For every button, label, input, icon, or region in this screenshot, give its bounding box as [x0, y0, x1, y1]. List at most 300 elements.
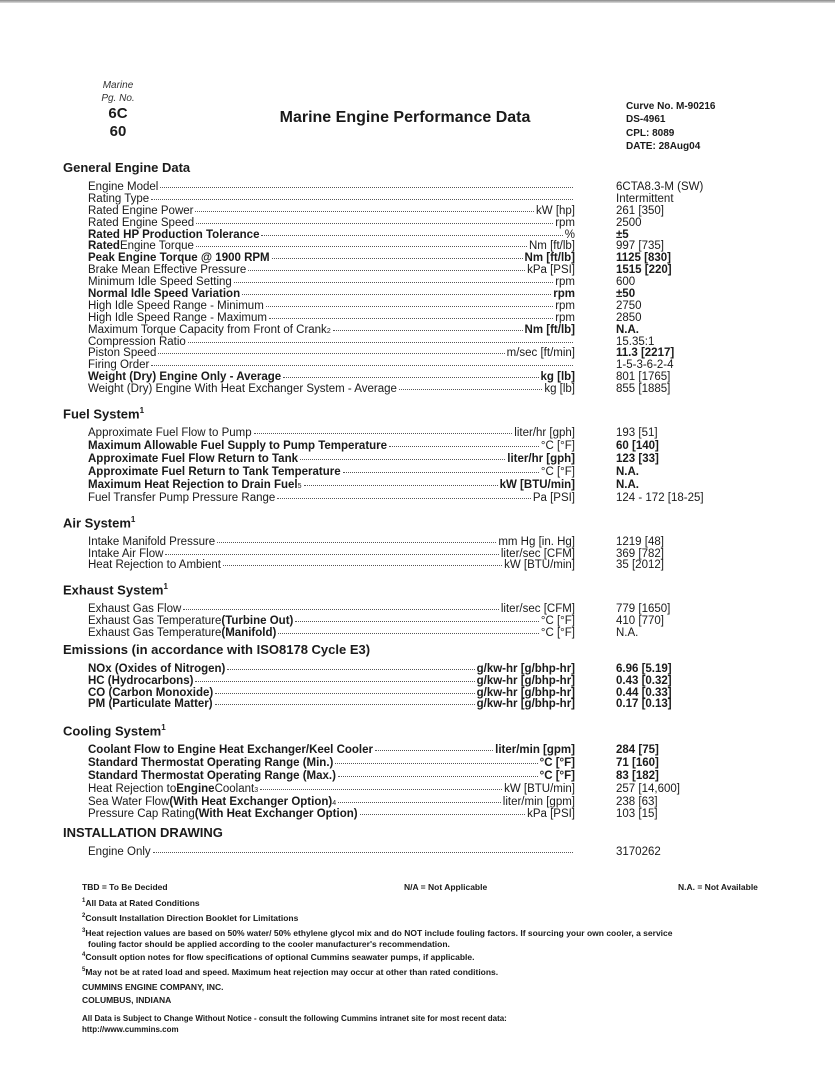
row-value: 410 [770]	[616, 615, 664, 628]
label-text: Rated	[88, 240, 120, 253]
data-row	[63, 783, 763, 796]
data-row	[63, 687, 763, 699]
label-text: Approximate Fuel Return to Tank Temperature	[88, 466, 341, 479]
section-heading	[63, 160, 763, 176]
ds-number: DS-4961	[626, 114, 666, 126]
row-unit: kW [hp]	[536, 204, 575, 217]
row-value: 103 [15]	[616, 808, 658, 821]
footnote-number: 5	[82, 967, 86, 974]
page-title: Marine Engine Performance Data	[279, 109, 531, 126]
label-text: Peak Engine Torque @ 1900 RPM	[88, 252, 270, 265]
row-label	[88, 603, 575, 615]
company-city: COLUMBUS, INDIANA	[82, 995, 172, 1005]
row-label	[88, 181, 575, 193]
data-row	[63, 205, 763, 217]
data-rows	[63, 536, 763, 571]
data-rows	[63, 603, 763, 639]
label-text: Normal Idle Speed Variation	[88, 288, 241, 301]
row-value: 257 [14,600]	[616, 782, 680, 795]
dot-leader	[223, 565, 502, 566]
website-link[interactable]: http://www.cummins.com	[82, 1025, 179, 1034]
row-label	[88, 808, 575, 820]
data-row	[63, 427, 763, 440]
data-rows	[63, 846, 763, 858]
footnote	[82, 895, 742, 910]
data-row	[63, 675, 763, 687]
dot-leader	[254, 433, 513, 434]
row-label	[88, 288, 575, 300]
row-unit: kW [BTU/min]	[504, 782, 575, 795]
dot-leader	[215, 693, 474, 694]
label-text: Heat Rejection to	[88, 782, 177, 795]
section-emissions	[63, 642, 763, 710]
footnote	[82, 925, 742, 950]
data-row	[63, 615, 763, 627]
row-label	[88, 427, 575, 439]
data-row	[63, 193, 763, 205]
dot-leader	[215, 704, 475, 705]
section-heading	[63, 403, 763, 422]
dot-leader	[300, 459, 505, 460]
dot-leader	[295, 621, 539, 622]
section-heading	[63, 579, 763, 598]
row-label	[88, 347, 575, 359]
na-available-note: N.A. = Not Available	[678, 882, 758, 892]
data-row	[63, 440, 763, 453]
na-applicable-note: N/A = Not Applicable	[404, 882, 488, 892]
data-row	[63, 276, 763, 288]
dot-leader	[335, 763, 537, 764]
row-unit: kPa [PSI]	[527, 264, 575, 277]
row-unit: liter/min [gpm]	[502, 795, 575, 808]
row-label	[88, 371, 575, 383]
label-text: (Turbine Out)	[221, 615, 294, 628]
curve-info	[626, 100, 715, 153]
row-unit: °C [°F]	[540, 440, 575, 453]
row-label	[88, 846, 575, 858]
row-value: 0.44 [0.33]	[616, 686, 672, 699]
row-unit: liter/hr [gph]	[507, 453, 575, 466]
row-unit: Nm [ft/lb]	[524, 323, 575, 336]
data-row	[63, 698, 763, 710]
row-label	[88, 675, 575, 687]
footnote-number: 4	[82, 952, 86, 959]
row-label	[88, 300, 575, 312]
section-footnote-ref: 1	[130, 515, 136, 524]
row-value: 193 [51]	[616, 427, 658, 440]
data-row	[63, 536, 763, 548]
row-label	[88, 312, 575, 324]
dot-leader	[153, 852, 573, 853]
row-label	[88, 744, 575, 756]
row-value: ±5	[616, 228, 629, 241]
row-unit: rpm	[555, 216, 575, 229]
row-unit: kW [BTU/min]	[499, 479, 575, 492]
footnote-continued: fouling factor should be applied according to the cooler manufacturer's recommendation.	[88, 939, 450, 950]
dot-leader	[333, 330, 523, 331]
row-value: Intermittent	[616, 192, 674, 205]
data-row	[63, 264, 763, 276]
row-value: 801 [1765]	[616, 371, 671, 384]
dot-leader	[278, 633, 539, 634]
label-text: Engine Torque	[119, 240, 194, 253]
label-text: Intake Manifold Pressure	[88, 536, 216, 549]
dot-leader	[183, 609, 499, 610]
row-label	[88, 757, 575, 769]
dot-leader	[283, 377, 538, 378]
row-value: 0.43 [0.32]	[616, 674, 672, 687]
row-value: 0.17 [0.13]	[616, 698, 672, 711]
row-unit: °C [°F]	[540, 615, 575, 628]
section-general	[63, 160, 763, 395]
label-text: (With Heat Exchanger Option)	[194, 808, 358, 821]
row-unit: %	[564, 228, 575, 241]
row-value: 779 [1650]	[616, 603, 671, 616]
section-title: Cooling System	[63, 723, 162, 739]
row-label	[88, 615, 575, 627]
data-row	[63, 466, 763, 479]
row-value: 6CTA8.3-M (SW)	[616, 181, 704, 193]
row-value: 60 [140]	[616, 440, 659, 453]
curve-no: Curve No. M-90216	[626, 101, 716, 112]
scan-edge	[0, 0, 835, 3]
label-text: Engine Model	[88, 181, 159, 193]
row-unit: kW [BTU/min]	[504, 559, 575, 572]
section-footnote-ref: 1	[163, 582, 168, 591]
dot-leader	[234, 282, 553, 283]
row-label	[88, 627, 575, 639]
label-text: Brake Mean Effective Pressure	[88, 264, 247, 277]
label-text: Piston Speed	[88, 347, 157, 360]
dot-leader	[160, 187, 573, 188]
row-label	[88, 440, 575, 452]
label-text: Maximum Torque Capacity from Front of Crank	[88, 323, 327, 336]
section-footnote-ref: 1	[139, 406, 145, 415]
footnote-text: Consult Installation Direction Booklet for Limitations	[85, 912, 299, 923]
data-row	[63, 240, 763, 252]
dot-leader	[399, 389, 542, 390]
row-unit: rpm	[553, 288, 575, 301]
data-row	[63, 770, 763, 783]
data-row	[63, 252, 763, 264]
label-text: Engine Only	[88, 846, 151, 858]
data-row	[63, 324, 763, 336]
data-row	[63, 548, 763, 560]
section-title: Air System	[63, 515, 131, 531]
dot-leader	[269, 318, 553, 319]
row-unit: liter/sec [CFM]	[500, 603, 575, 616]
row-value: 2750	[616, 299, 642, 312]
dot-leader	[338, 802, 501, 803]
footnote-text: Heat rejection values are based on 50% water/ 50% ethylene glycol mix and do NOT include fouling factors. If sourcing your own cooler, a service	[85, 927, 673, 938]
company-block	[82, 981, 224, 1007]
label-text: Pressure Cap Rating	[88, 808, 195, 821]
label-text: Exhaust Gas Temperature	[88, 615, 222, 628]
section-heading	[63, 825, 763, 841]
section-footnote-ref: 1	[161, 723, 166, 732]
dot-leader	[217, 542, 496, 543]
section-fuel	[63, 403, 763, 505]
row-value: 855 [1885]	[616, 383, 671, 396]
label-text: Maximum Heat Rejection to Drain Fuel	[88, 479, 298, 492]
data-row	[63, 492, 763, 505]
row-value: 35 [2012]	[616, 559, 664, 572]
section-heading	[63, 720, 763, 739]
footnote	[82, 964, 742, 979]
section-cooling	[63, 720, 763, 821]
dot-leader	[389, 446, 539, 447]
dot-leader	[196, 246, 527, 247]
row-label	[88, 276, 575, 288]
dot-leader	[151, 365, 573, 366]
row-unit: Nm [ft/lb]	[524, 252, 575, 265]
dot-leader	[272, 258, 523, 259]
label-text: Weight (Dry) Engine Only - Average	[88, 371, 282, 384]
data-row	[63, 217, 763, 229]
row-label	[88, 336, 575, 348]
row-value: ±50	[616, 288, 636, 301]
label-text: NOx (Oxides of Nitrogen)	[88, 663, 226, 675]
label-text: Rated Engine Speed	[88, 216, 195, 229]
row-unit: m/sec [ft/min]	[506, 347, 575, 360]
data-row	[63, 229, 763, 241]
data-row	[63, 453, 763, 466]
label-text: Coolant	[214, 782, 255, 795]
data-row	[63, 300, 763, 312]
data-row	[63, 663, 763, 675]
row-unit: °C [°F]	[540, 627, 575, 640]
label-text: Standard Thermostat Operating Range (Max.)	[88, 769, 336, 782]
tbd-note: TBD = To Be Decided	[82, 882, 168, 892]
dot-leader	[266, 306, 553, 307]
row-label	[88, 559, 575, 571]
row-unit: liter/sec [CFM]	[500, 547, 575, 560]
row-value: 71 [160]	[616, 757, 659, 770]
row-label	[88, 252, 575, 264]
row-unit: g/kw-hr [g/bhp-hr]	[476, 686, 575, 699]
row-unit: Pa [PSI]	[532, 492, 575, 505]
dot-leader	[151, 199, 573, 200]
dot-leader	[338, 776, 538, 777]
dot-leader	[242, 294, 551, 295]
data-row	[63, 479, 763, 492]
row-unit: kg [lb]	[540, 371, 575, 384]
data-row	[63, 808, 763, 821]
footnote-ref: 2	[326, 327, 331, 335]
row-unit: Nm [ft/lb]	[528, 240, 575, 253]
label-text: PM (Particulate Matter)	[88, 698, 213, 711]
row-value: 15.35:1	[616, 335, 655, 348]
label-text: (Manifold)	[221, 627, 277, 640]
label-text: High Idle Speed Range - Minimum	[88, 299, 264, 312]
row-value: 11.3 [2217]	[616, 347, 675, 360]
data-rows	[63, 744, 763, 821]
row-label	[88, 698, 575, 710]
data-row	[63, 347, 763, 359]
dot-leader	[261, 235, 562, 236]
pg-code: 6C	[108, 105, 128, 122]
row-unit: kg [lb]	[544, 383, 575, 396]
row-unit: g/kw-hr [g/bhp-hr]	[476, 698, 575, 711]
row-label	[88, 359, 575, 371]
label-text: Exhaust Gas Temperature	[88, 627, 222, 640]
dot-leader	[227, 669, 474, 670]
section-title: Emissions (in accordance with ISO8178 Cycle E3)	[63, 642, 371, 657]
section-title: INSTALLATION DRAWING	[63, 825, 223, 840]
dot-leader	[343, 472, 539, 473]
label-text: Compression Ratio	[88, 335, 186, 348]
section-title: Fuel System	[63, 406, 140, 422]
data-row	[63, 757, 763, 770]
row-value: 238 [63]	[616, 795, 658, 808]
footnote-ref: 3	[254, 786, 259, 794]
row-label	[88, 217, 575, 229]
footnote-text: Consult option notes for flow specifications of optional Cummins seawater pumps, if applicable.	[85, 952, 475, 963]
footnote-text: May not be at rated load and speed. Maximum heat rejection may occur at other than rated conditions.	[85, 967, 499, 978]
section-title: Exhaust System	[63, 582, 164, 598]
data-row	[63, 627, 763, 639]
notice-block	[82, 1013, 507, 1035]
page-number-block	[96, 79, 140, 141]
footnote-number: 3	[82, 927, 86, 934]
row-value: 1219 [48]	[616, 536, 664, 549]
data-row	[63, 371, 763, 383]
row-label	[88, 264, 575, 276]
section-air	[63, 512, 763, 571]
label-text: Standard Thermostat Operating Range (Min.)	[88, 757, 334, 770]
dot-leader	[188, 342, 573, 343]
row-value: 600	[616, 276, 636, 289]
row-value: 3170262	[616, 846, 661, 858]
pg-num: 60	[109, 123, 127, 140]
label-text: Coolant Flow to Engine Heat Exchanger/Keel Cooler	[88, 744, 373, 757]
row-label	[88, 383, 575, 395]
data-row	[63, 336, 763, 348]
dot-leader	[248, 270, 525, 271]
company-name: CUMMINS ENGINE COMPANY, INC.	[82, 982, 224, 992]
row-value: 124 - 172 [18-25]	[616, 492, 704, 505]
data-row	[63, 288, 763, 300]
row-unit: °C [°F]	[540, 466, 575, 479]
row-unit: liter/min [gpm]	[495, 744, 575, 757]
label-text: Maximum Allowable Fuel Supply to Pump Temperature	[88, 440, 388, 453]
dot-leader	[165, 554, 498, 555]
label-text: HC (Hydrocarbons)	[88, 674, 194, 687]
marine-label: Marine	[102, 80, 134, 91]
row-unit: rpm	[555, 299, 575, 312]
data-rows	[63, 427, 763, 505]
dot-leader	[260, 789, 502, 790]
row-label	[88, 479, 575, 493]
label-text: Approximate Fuel Flow Return to Tank	[88, 453, 298, 466]
row-value: 1-5-3-6-2-4	[616, 359, 674, 372]
row-value: 997 [735]	[616, 240, 664, 253]
label-text: Fuel Transfer Pump Pressure Range	[88, 492, 276, 505]
row-label	[88, 663, 575, 675]
dot-leader	[195, 211, 534, 212]
label-text: Sea Water Flow	[88, 795, 170, 808]
footnote	[82, 949, 742, 964]
cpl-number: CPL: 8089	[626, 127, 675, 139]
row-label	[88, 453, 575, 465]
label-text: (With Heat Exchanger Option)	[169, 795, 333, 808]
row-label	[88, 548, 575, 560]
row-label	[88, 536, 575, 548]
label-text: Approximate Fuel Flow to Pump	[88, 427, 252, 440]
label-text: Rated Engine Power	[88, 204, 194, 217]
footnote-number: 1	[82, 898, 86, 904]
section-title: General Engine Data	[63, 160, 191, 175]
date: DATE: 28Aug04	[626, 140, 701, 152]
row-value: 2850	[616, 311, 642, 324]
row-value: 6.96 [5.19]	[616, 663, 672, 675]
row-unit: °C [°F]	[539, 769, 575, 782]
data-row	[63, 383, 763, 395]
data-row	[63, 603, 763, 615]
row-value: N.A.	[616, 479, 639, 492]
dot-leader	[277, 498, 531, 499]
footnote-text: All Data at Rated Conditions	[85, 897, 200, 908]
row-label	[88, 229, 575, 241]
row-label	[88, 240, 575, 252]
dot-leader	[360, 814, 525, 815]
label-text: Rating Type	[88, 192, 150, 205]
row-label	[88, 466, 575, 478]
section-installation	[63, 825, 763, 858]
label-text: High Idle Speed Range - Maximum	[88, 311, 267, 324]
label-text: Heat Rejection to Ambient	[88, 559, 221, 572]
row-unit: mm Hg [in. Hg]	[498, 536, 575, 549]
dot-leader	[195, 681, 474, 682]
row-value: N.A.	[616, 627, 639, 640]
data-row	[63, 359, 763, 371]
label-text: CO (Carbon Monoxide)	[88, 686, 214, 699]
data-row	[63, 181, 763, 193]
label-text: Weight (Dry) Engine With Heat Exchanger System - Average	[88, 383, 397, 396]
dot-leader	[375, 750, 493, 751]
data-rows	[63, 181, 763, 395]
row-value: 83 [182]	[616, 769, 659, 782]
row-value: 123 [33]	[616, 453, 659, 466]
footnote	[82, 910, 742, 925]
section-heading	[63, 512, 763, 531]
row-unit: rpm	[555, 276, 575, 289]
change-notice: All Data is Subject to Change Without Notice - consult the following Cummins intranet site for most recent data:	[82, 1014, 507, 1023]
row-value: 369 [782]	[616, 547, 664, 560]
row-label	[88, 492, 575, 504]
label-text: Exhaust Gas Flow	[88, 603, 182, 616]
row-label	[88, 770, 575, 782]
data-row	[63, 744, 763, 757]
row-unit: rpm	[555, 311, 575, 324]
data-row	[63, 796, 763, 809]
row-value: N.A.	[616, 466, 639, 479]
dot-leader	[158, 353, 504, 354]
row-label	[88, 205, 575, 217]
row-unit: °C [°F]	[539, 757, 575, 770]
footnote-number: 2	[82, 912, 86, 919]
row-unit: g/kw-hr [g/bhp-hr]	[476, 674, 575, 687]
footnotes	[82, 895, 742, 979]
abbreviations	[82, 881, 762, 894]
row-value: 261 [350]	[616, 204, 664, 217]
row-unit: kPa [PSI]	[527, 808, 575, 821]
label-text: Intake Air Flow	[88, 547, 164, 560]
label-text: Rated HP Production Tolerance	[88, 228, 260, 241]
row-label	[88, 687, 575, 699]
data-row	[63, 559, 763, 571]
row-unit: g/kw-hr [g/bhp-hr]	[476, 663, 575, 675]
